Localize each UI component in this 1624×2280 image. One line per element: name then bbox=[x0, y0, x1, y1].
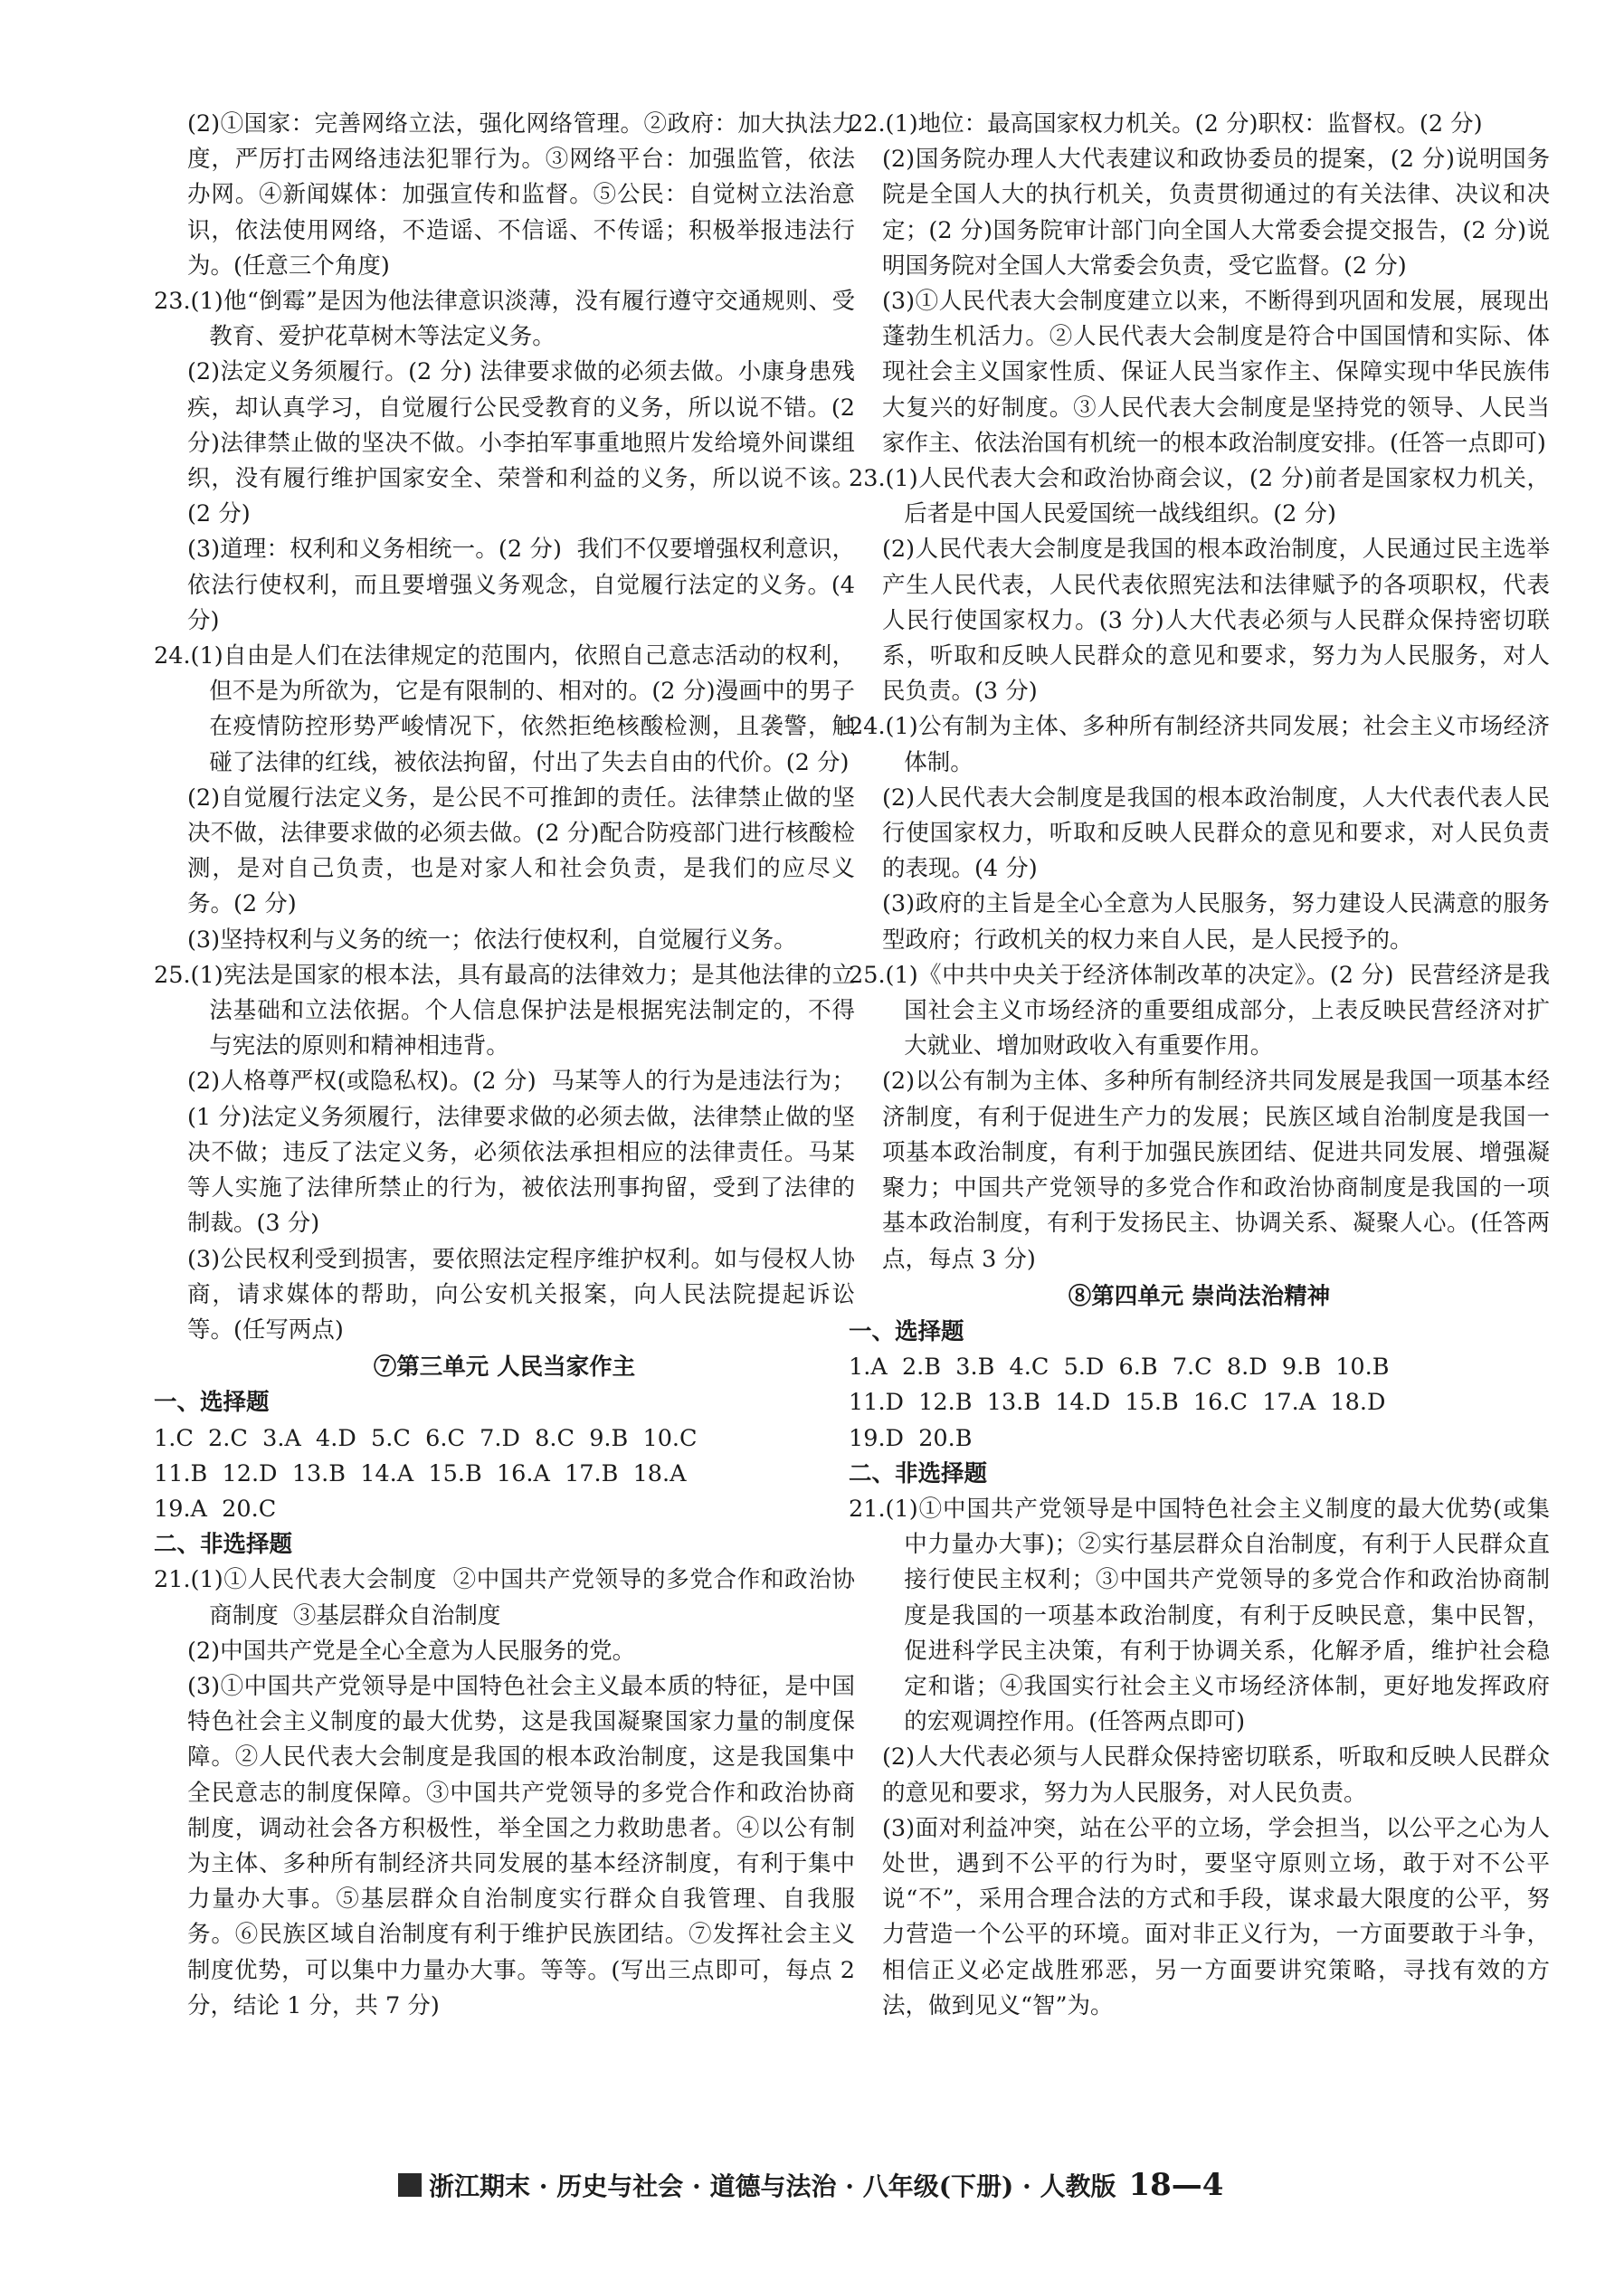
choice-answers: 1.C 2.C 3.A 4.D 5.C 6.C 7.D 8.C 9.B 10.C bbox=[154, 1424, 698, 1452]
question-answer: 24.(1)自由是人们在法律规定的范围内，依照自己意志活动的权利，但不是为所欲为，它是有限制的、相对的。(2 分)漫画中的男子在疫情防控形势严峻情况下，依然拒绝核酸检测，且袭警，触碰了法律的红线，被依法拘留，付出了失去自由的代价。(2 分) bbox=[154, 642, 855, 776]
choice-answers: 11.B 12.D 13.B 14.A 15.B 16.A 17.B 18.A bbox=[154, 1459, 687, 1487]
sub-answer: (3)面对利益冲突，站在公平的立场，学会担当，以公平之心为人处世，遇到不公平的行为时，要坚守原则立场，敢于对不公平说“不”，采用合理合法的方式和手段，谋求最大限度的公平，努力营造一个公平的环境。面对非正义行为，一方面要敢于斗争，相信正义必定战胜邪恶，另一方面要讲究策略，寻找有效的方法，做到见义“智”为。 bbox=[881, 1814, 1550, 2019]
section-heading: 二、非选择题 bbox=[849, 1459, 988, 1487]
sub-answer: (2)人民代表大会制度是我国的根本政治制度，人大代表代表人民行使国家权力，听取和反映人民群众的意见和要求，对人民负责的表现。(4 分) bbox=[881, 784, 1550, 883]
unit-heading: ⑧第四单元 崇尚法治精神 bbox=[1068, 1282, 1331, 1310]
sub-answer: (2)以公有制为主体、多种所有制经济共同发展是我国一项基本经济制度，有利于促进生产力的发展；民族区域自治制度是我国一项基本政治制度，有利于加强民族团结、促进共同发展、增强凝聚力；中国共产党领导的多党合作和政治协商制度是我国的一项基本政治制度，有利于发扬民主、协调关系、凝聚人心。(任答两点，每点 3 分) bbox=[881, 1068, 1550, 1273]
question-answer: 23.(1)他“倒霉”是因为他法律意识淡薄，没有履行遵守交通规则、受教育、爱护花草树木等法定义务。 bbox=[154, 288, 855, 351]
question-answer: 25.(1)《中共中央关于经济体制改革的决定》。(2 分) 民营经济是我国社会主义市场经济的重要组成部分，上表反映民营经济对扩大就业、增加财政收入有重要作用。 bbox=[849, 961, 1550, 1060]
sub-answer: (2)中国共产党是全心全意为人民服务的党。 bbox=[186, 1637, 636, 1665]
question-answer: 23.(1)人民代表大会和政治协商会议，(2 分)前者是国家权力机关，后者是中国人民爱国统一战线组织。(2 分) bbox=[849, 465, 1550, 528]
sub-answer: (2)自觉履行法定义务，是公民不可推卸的责任。法律禁止做的坚决不做，法律要求做的必须去做。(2 分)配合防疫部门进行核酸检测，是对自己负责，也是对家人和社会负责，是我们的应尽义务。(2 分) bbox=[186, 784, 855, 918]
sub-answer: (3)道理：权利和义务相统一。(2 分) 我们不仅要增强权利意识，依法行使权利，而且要增强义务观念，自觉履行法定的义务。(4 分) bbox=[186, 536, 863, 634]
footer bbox=[398, 2167, 1223, 2203]
section-heading: 二、非选择题 bbox=[154, 1531, 293, 1559]
sub-answer: (3)①中国共产党领导是中国特色社会主义最本质的特征，是中国特色社会主义制度的最大优势，这是我国凝聚国家力量的制度保障。②人民代表大会制度是我国的根本政治制度，这是我国集中全民意志的制度保障。③中国共产党领导的多党合作和政治协商制度，调动社会各方积极性，举全国之力救助患者。④以公有制为主体、多种所有制经济共同发展的基本经济制度，有利于集中力量办大事。⑤基层群众自治制度实行群众自我管理、自我服务。⑥民族区域自治制度有利于维护民族团结。⑦发挥社会主义制度优势，可以集中力量办大事。等等。(写出三点即可，每点 2 分，结论 1 分，共 7 分) bbox=[186, 1672, 863, 2019]
sub-answer: (2)人民代表大会制度是我国的根本政治制度，人民通过民主选举产生人民代表，人民代表依照宪法和法律赋予的各项职权，代表人民行使国家权力。(3 分)人大代表必须与人民群众保持密切联系，听取和反映人民群众的意见和要求，努力为人民服务，对人民负责。(3 分) bbox=[881, 536, 1550, 706]
sub-answer: (2)人格尊严权(或隐私权)。(2 分) 马某等人的行为是违法行为；(1 分)法定义务须履行，法律要求做的必须去做，法律禁止做的坚决不做；违反了法定义务，必须依法承担相应的法律责任。马某等人实施了法律所禁止的行为，被依法刑事拘留，受到了法律的制裁。(3 分) bbox=[186, 1068, 855, 1238]
sub-answer: (2)①国家：完善网络立法，强化网络管理。②政府：加大执法力度，严厉打击网络违法犯罪行为。③网络平台：加强监管，依法办网。④新闻媒体：加强宣传和监督。⑤公民：自觉树立法治意识，依法使用网络，不造谣、不信谣、不传谣；积极举报违法行为。(任意三个角度) bbox=[186, 110, 855, 280]
section-heading: 一、选择题 bbox=[154, 1389, 270, 1417]
question-answer: 21.(1)①人民代表大会制度 ②中国共产党领导的多党合作和政治协商制度 ③基层群众自治制度 bbox=[154, 1566, 855, 1629]
section-heading: 一、选择题 bbox=[849, 1317, 964, 1345]
sub-answer: (3)政府的主旨是全心全意为人民服务，努力建设人民满意的服务型政府；行政机关的权力来自人民，是人民授予的。 bbox=[881, 890, 1550, 954]
sub-answer: (2)国务院办理人大代表建议和政协委员的提案，(2 分)说明国务院是全国人大的执行机关，负责贯彻通过的有关法律、决议和决定；(2 分)国务院审计部门向全国人大常委会提交报告，(2 分)说明国务院对全国人大常委会负责，受它监督。(2 分) bbox=[881, 146, 1550, 280]
question-answer: 25.(1)宪法是国家的根本法，具有最高的法律效力；是其他法律的立法基础和立法依据。个人信息保护法是根据宪法制定的，不得与宪法的原则和精神相违背。 bbox=[154, 961, 855, 1060]
right-column bbox=[849, 107, 1550, 2024]
question-answer: 22.(1)地位：最高国家权力机关。(2 分)职权：监督权。(2 分) bbox=[849, 110, 1483, 138]
choice-answers: 11.D 12.B 13.B 14.D 15.B 16.C 17.A 18.D bbox=[849, 1389, 1386, 1417]
choice-answers: 19.A 20.C bbox=[154, 1495, 277, 1523]
left-column bbox=[154, 107, 863, 2024]
unit-heading: ⑦第三单元 人民当家作主 bbox=[373, 1354, 636, 1382]
footer-square-icon bbox=[398, 2173, 422, 2197]
question-answer: 24.(1)公有制为主体、多种所有制经济共同发展；社会主义市场经济体制。 bbox=[849, 713, 1550, 776]
question-answer: 21.(1)①中国共产党领导是中国特色社会主义制度的最大优势(或集中力量办大事)；②实行基层群众自治制度，有利于人民群众直接行使民主权利；③中国共产党领导的多党合作和政治协商制度是我国的一项基本政治制度，有利于反映民意，集中民智，促进科学民主决策，有利于协调关系，化解矛盾，维护社会稳定和谐；④我国实行社会主义市场经济体制，更好地发挥政府的宏观调控作用。(任答两点即可) bbox=[849, 1495, 1550, 1736]
sub-answer: (2)人大代表必须与人民群众保持密切联系，听取和反映人民群众的意见和要求，努力为人民服务，对人民负责。 bbox=[881, 1743, 1550, 1807]
sub-answer: (2)法定义务须履行。(2 分) 法律要求做的必须去做。小康身患残疾，却认真学习，自觉履行公民受教育的义务，所以说不错。(2 分)法律禁止做的坚决不做。小李拍军事重地照片发给境外间谍组织，没有履行维护国家安全、荣誉和利益的义务，所以说不该。(2 分) bbox=[186, 358, 863, 528]
choice-answers: 19.D 20.B bbox=[849, 1424, 973, 1452]
sub-answer: (3)坚持权利与义务的统一；依法行使权利，自觉履行义务。 bbox=[186, 926, 797, 954]
sub-answer: (3)①人民代表大会制度建立以来，不断得到巩固和发展，展现出蓬勃生机活力。②人民代表大会制度是符合中国国情和实际、体现社会主义国家性质、保证人民当家作主、保障实现中华民族伟大复兴的好制度。③人民代表大会制度是坚持党的领导、人民当家作主、依法治国有机统一的根本政治制度安排。(任答一点即可) bbox=[881, 288, 1550, 457]
footer-title: 浙江期末 · 历史与社会 · 道德与法治 · 八年级(下册) · 人教版 bbox=[429, 2171, 1116, 2201]
page-number: 18—4 bbox=[1128, 2167, 1224, 2203]
sub-answer: (3)公民权利受到损害，要依照法定程序维护权利。如与侵权人协商，请求媒体的帮助，向公安机关报案，向人民法院提起诉讼等。(任写两点) bbox=[186, 1245, 855, 1344]
choice-answers: 1.A 2.B 3.B 4.C 5.D 6.B 7.C 8.D 9.B 10.B bbox=[849, 1354, 1390, 1382]
